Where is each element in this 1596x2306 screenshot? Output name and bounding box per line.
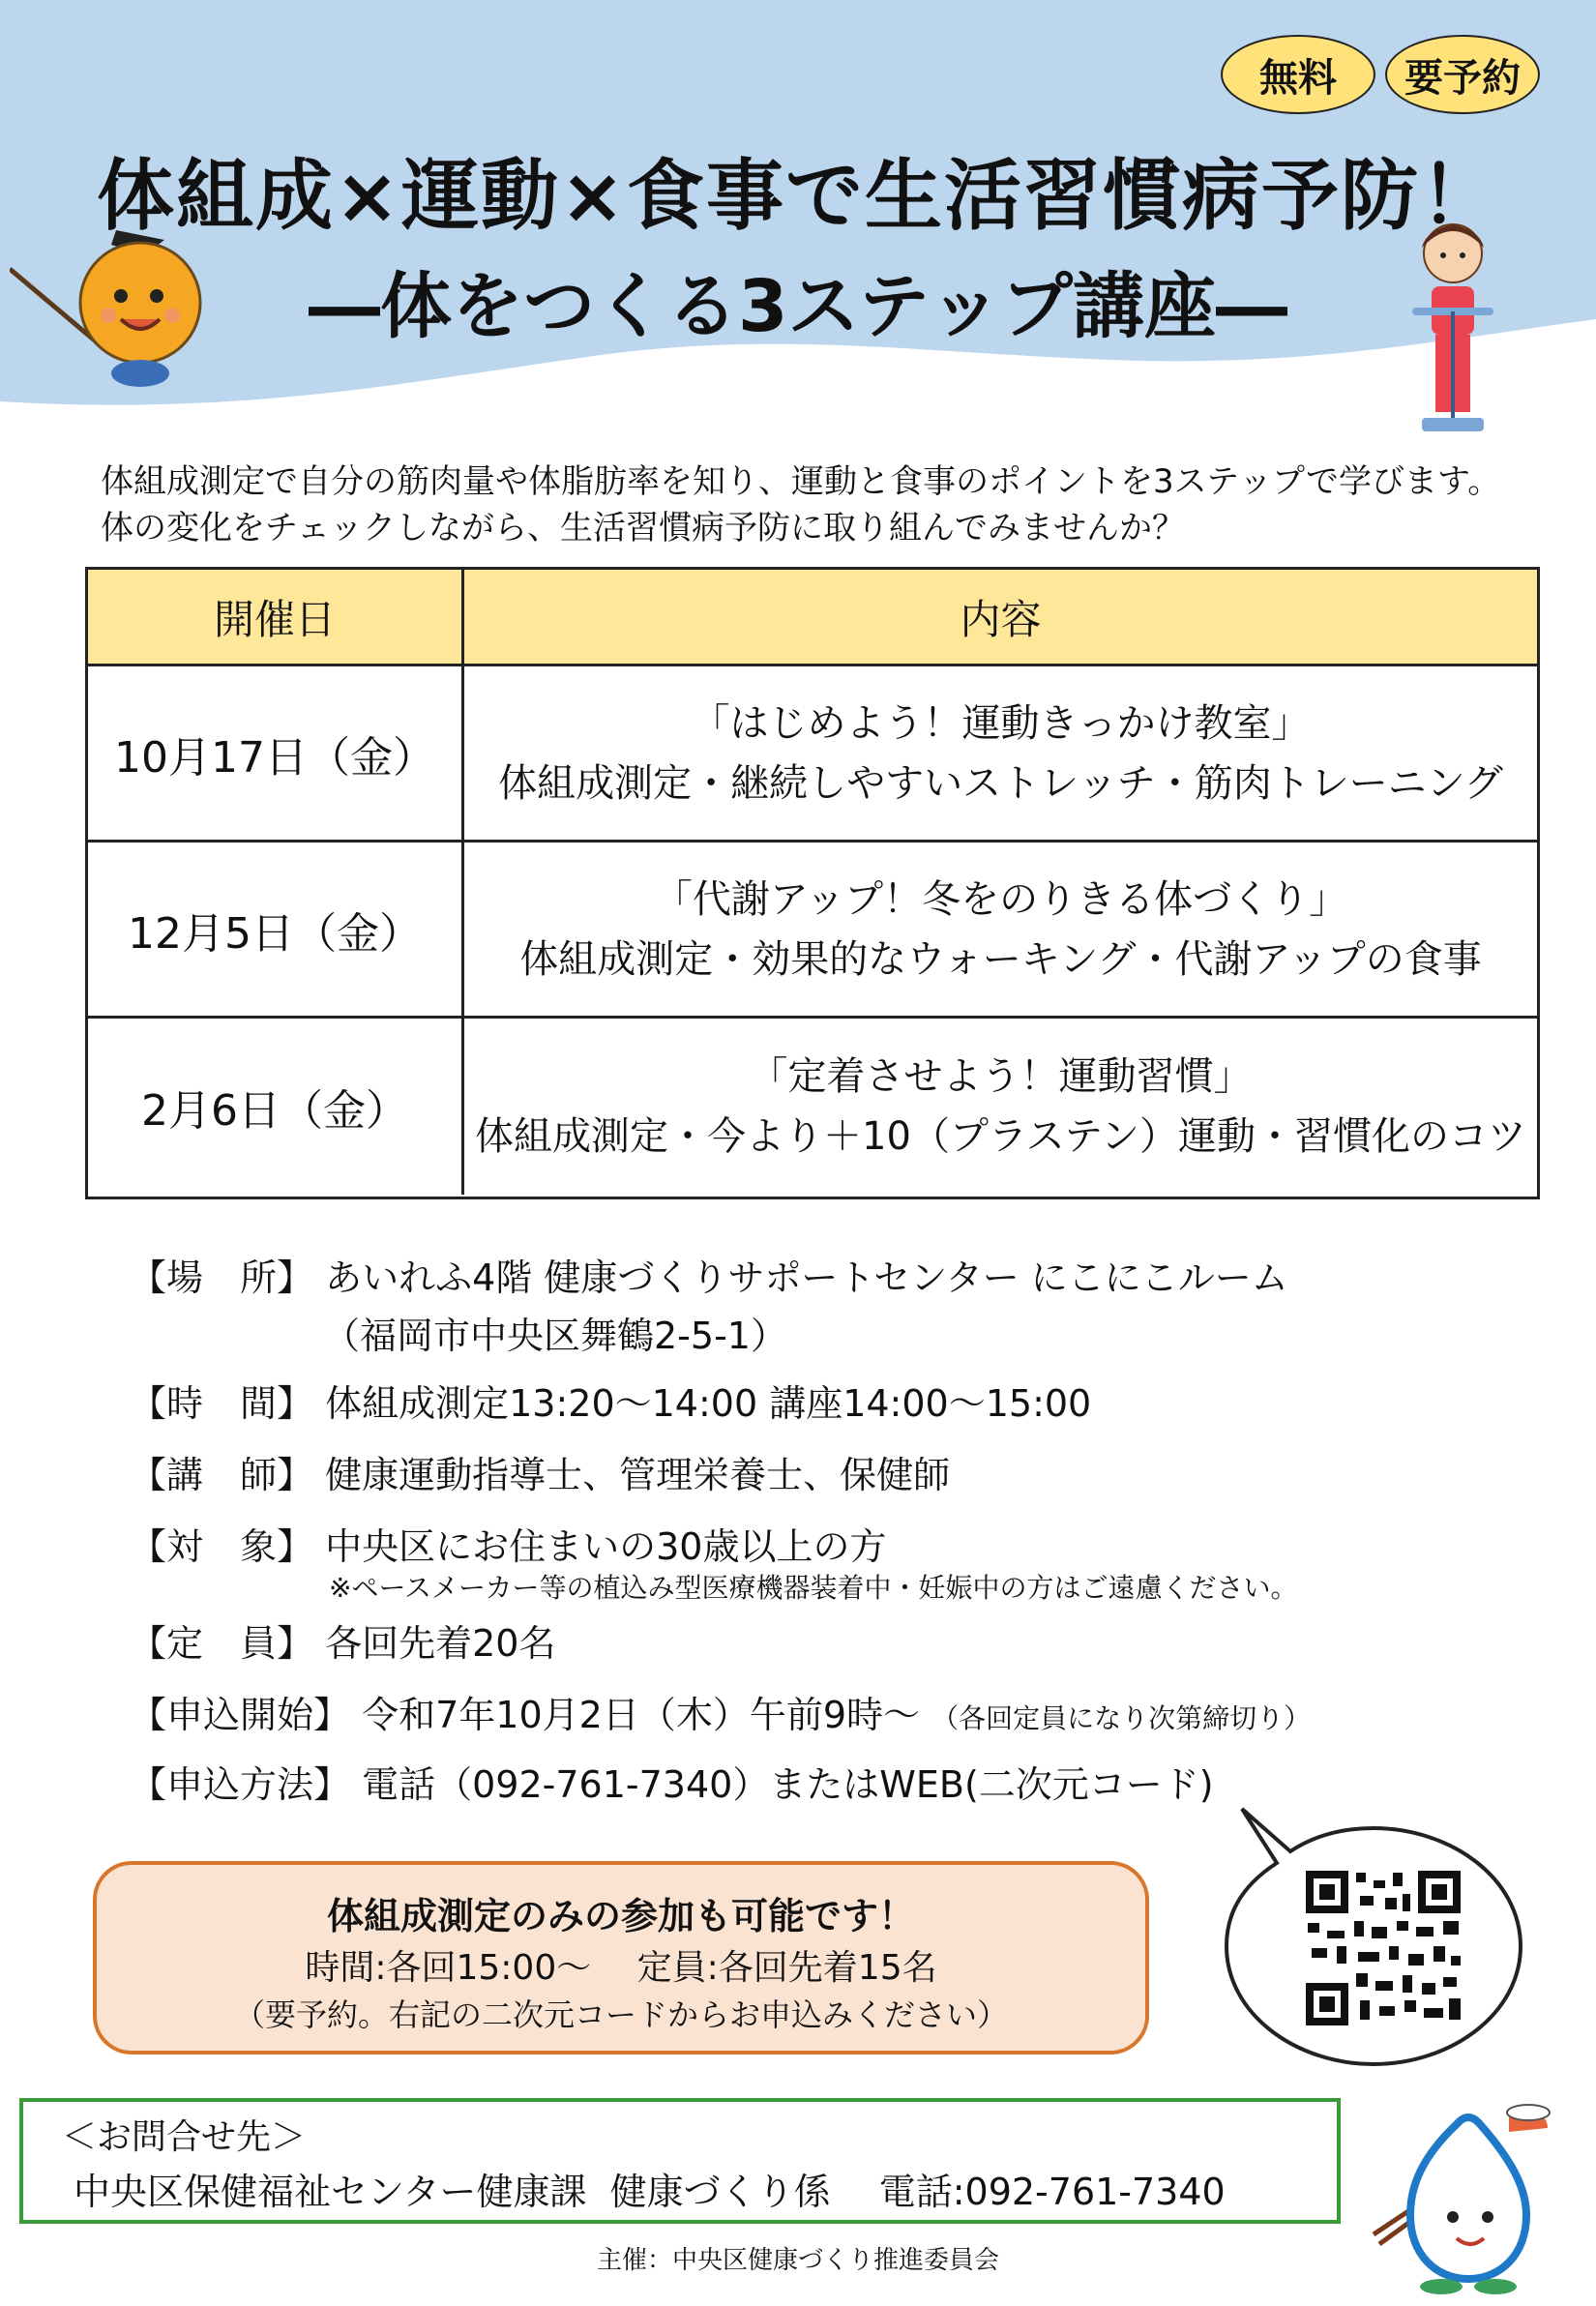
column-header-content: 内容 xyxy=(464,570,1537,666)
qr-code-icon[interactable] xyxy=(1302,1867,1464,2029)
session-date: 10月17日（金） xyxy=(88,666,464,840)
capacity-label: 【定 員】 xyxy=(130,1622,314,1665)
application-method-info xyxy=(130,1755,1214,1808)
contact-heading: ＜お問合せ先＞ xyxy=(62,2117,307,2157)
column-header-date: 開催日 xyxy=(88,570,464,666)
capacity-value: 各回先着20名 xyxy=(325,1622,556,1665)
intro-text: 体の変化をチェックしながら、生活習慣病予防に取り組んでみませんか？ xyxy=(101,509,1185,547)
application-start-info xyxy=(130,1685,1311,1738)
measurement-only-box xyxy=(93,1861,1149,2055)
time-info xyxy=(130,1374,1091,1427)
place-info xyxy=(130,1248,1288,1301)
target-info xyxy=(130,1517,886,1570)
target-value: 中央区にお住まいの30歳以上の方 xyxy=(325,1525,887,1568)
lecturer-label: 【講 師】 xyxy=(130,1454,314,1496)
page-title: 体組成×運動×食事で生活習慣病予防！ xyxy=(96,151,1500,241)
organizer-credit: 主催：中央区健康づくり推進委員会 xyxy=(596,2246,999,2275)
session-detail: 体組成測定・継続しやすいストレッチ・筋肉トレーニング xyxy=(498,760,1503,806)
time-label: 【時 間】 xyxy=(130,1382,314,1425)
session-content xyxy=(464,843,1537,1016)
reservation-required-badge: 要予約 xyxy=(1385,35,1540,114)
target-note: ※ペースメーカー等の植込み型医療機器装着中・妊娠中の方はご遠慮ください。 xyxy=(329,1572,1298,1604)
table-row xyxy=(88,1019,1537,1195)
session-detail: 体組成測定・今より＋10（プラステン）運動・習慣化のコツ xyxy=(475,1114,1526,1159)
contact-details: 中央区保健福祉センター健康課 健康づくり係 電話:092-761-7340 xyxy=(74,2171,1226,2213)
session-date: 2月6日（金） xyxy=(88,1019,464,1195)
target-label: 【対 象】 xyxy=(130,1525,314,1568)
place-label: 【場 所】 xyxy=(130,1256,314,1299)
free-badge: 無料 xyxy=(1221,35,1375,114)
session-content xyxy=(464,666,1537,840)
session-title: 「定着させよう！運動習慣」 xyxy=(749,1054,1253,1099)
measurement-only-title: 体組成測定のみの参加も可能です！ xyxy=(326,1895,915,1937)
application-start-note: （各回定員になり次第締切り） xyxy=(931,1702,1312,1734)
measurement-only-note: （要予約。右記の二次元コードからお申込みください） xyxy=(233,1996,1008,2033)
qr-code-bubble[interactable] xyxy=(1219,1801,1528,2076)
page-subtitle: ―体をつくる3ステップ講座― xyxy=(308,265,1287,348)
place-address: （福岡市中央区舞鶴2-5-1） xyxy=(323,1315,787,1357)
application-method-value: 電話（092-761-7340）またはWEB(二次元コード) xyxy=(362,1763,1214,1806)
contact-box xyxy=(19,2098,1341,2224)
table-row xyxy=(88,843,1537,1019)
session-title: 「はじめよう！運動きっかけ教室」 xyxy=(691,700,1311,746)
session-title: 「代謝アップ！冬をのりきる体づくり」 xyxy=(653,876,1348,922)
lecturer-value: 健康運動指導士、管理栄養士、保健師 xyxy=(325,1454,951,1496)
application-start-value: 令和7年10月2日（木）午前9時～ xyxy=(362,1694,920,1736)
session-detail: 体組成測定・効果的なウォーキング・代謝アップの食事 xyxy=(519,936,1482,982)
session-content xyxy=(464,1019,1537,1195)
application-method-label: 【申込方法】 xyxy=(130,1763,351,1806)
time-value: 体組成測定13:20～14:00 講座14:00～15:00 xyxy=(325,1382,1092,1425)
session-date: 12月5日（金） xyxy=(88,843,464,1016)
lecturer-info xyxy=(130,1445,950,1498)
application-start-label: 【申込開始】 xyxy=(130,1694,351,1736)
place-value: あいれふ4階 健康づくりサポートセンター にこにこルーム xyxy=(325,1256,1288,1299)
capacity-info xyxy=(130,1613,555,1667)
schedule-table xyxy=(85,567,1540,1199)
measurement-only-time: 時間:各回15:00～ 定員:各回先着15名 xyxy=(305,1948,937,1988)
table-row xyxy=(88,666,1537,843)
intro-text: 体組成測定で自分の筋肉量や体脂肪率を知り、運動と食事のポイントを3ステップで学びます。 xyxy=(101,462,1501,501)
